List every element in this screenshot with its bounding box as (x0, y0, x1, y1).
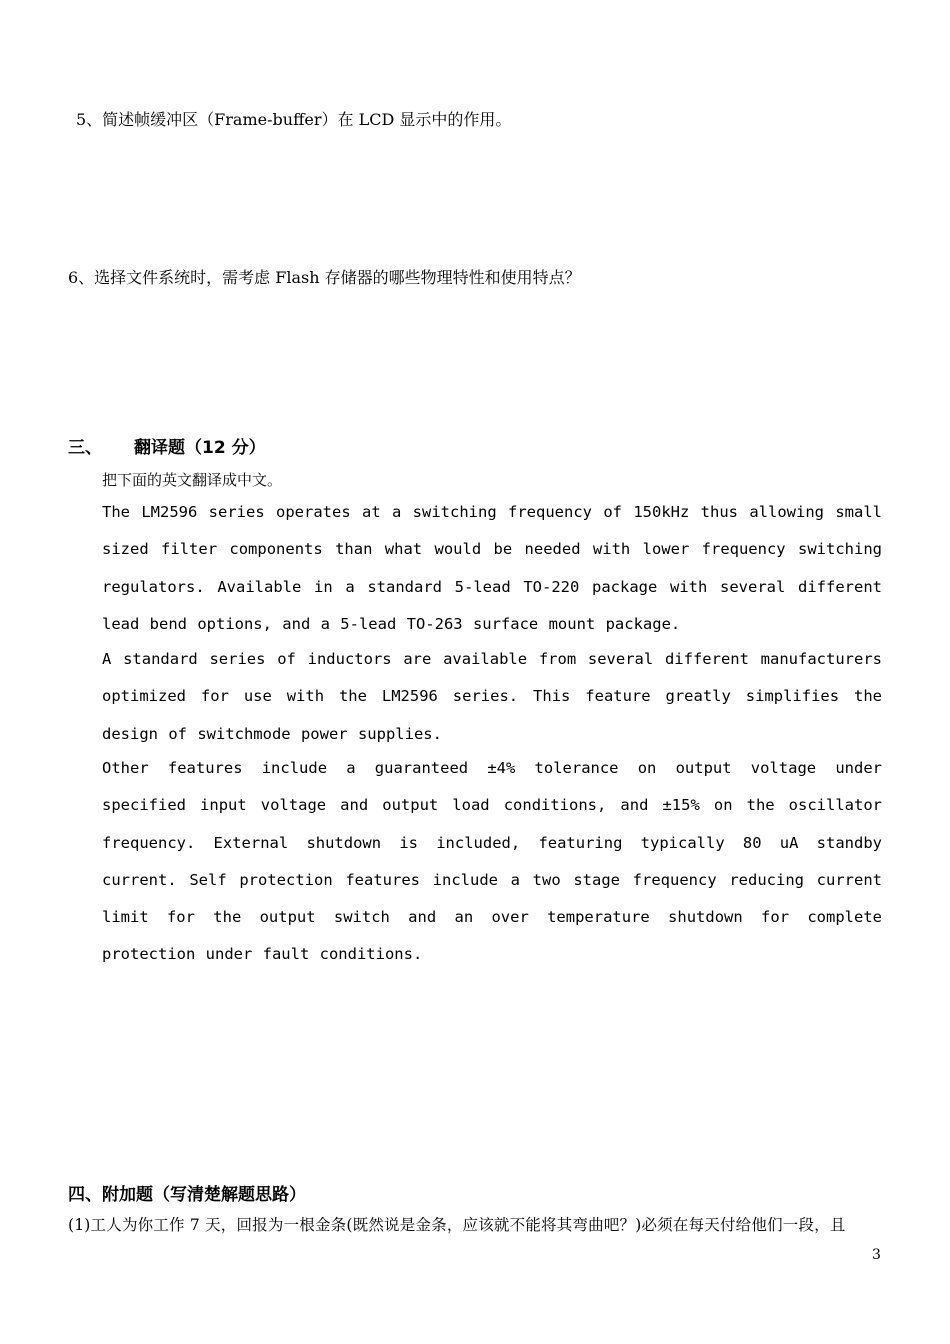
question-5: 5、简述帧缓冲区（Frame-buffer）在 LCD 显示中的作用。 (76, 110, 512, 129)
section-3-number: 三、 (68, 438, 102, 458)
bonus-question-1: (1)工人为你工作 7 天，回报为一根金条(既然说是金条，应该就不能将其弯曲吧？)必须在每天付给他们一段，且 (68, 1216, 846, 1234)
english-paragraph-3: Other features include a guaranteed ±4% tolerance on output voltage under specified input voltage and output load conditions, and ±15% on the oscillator frequency. External shutdown is included, featuring typically 80 uA standby current. Self protection features include a two stage frequency reducing current limit for the output switch and an over temperature shutdown for complete protection under fault conditions. (102, 759, 882, 964)
section-3-heading (68, 433, 266, 458)
question-6: 6、选择文件系统时，需考虑 Flash 存储器的哪些物理特性和使用特点？ (68, 268, 581, 287)
section-3-title: 翻译题（12 分） (134, 438, 266, 458)
english-paragraph-1: The LM2596 series operates at a switching frequency of 150kHz thus allowing small sized filter components than what would be needed with lower frequency switching regulators. Available in a standard 5-lead TO-220 package with several different lead bend options, and a 5-lead TO-263 surface mount package. (102, 503, 882, 633)
page-number: 3 (872, 1247, 881, 1263)
english-paragraph-2: A standard series of inductors are available from several different manufacturers optimized for use with the LM2596 series. This feature greatly simplifies the design of switchmode power supplies. (102, 650, 882, 743)
section-4-heading: 四、附加题（写清楚解题思路） (68, 1185, 306, 1205)
translation-instruction: 把下面的英文翻译成中文。 (102, 471, 283, 489)
